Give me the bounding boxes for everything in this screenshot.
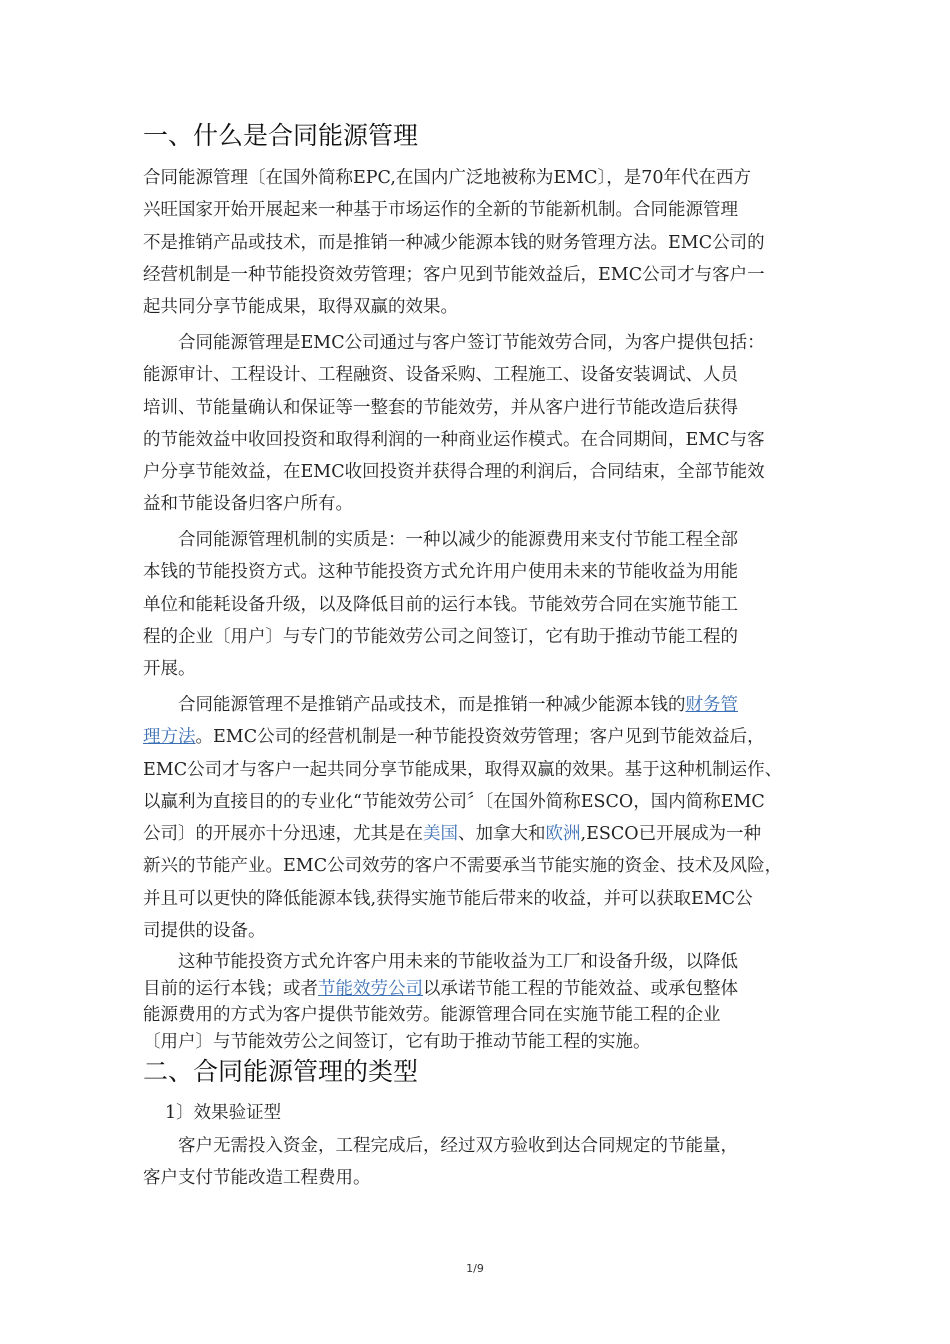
text-run: 以承诺节能工程的节能效益、或承包整体	[423, 978, 738, 999]
link-energy-service-company[interactable]: 节能效劳公司	[318, 978, 423, 999]
text-line: 开展。	[143, 659, 196, 680]
text-line	[143, 721, 815, 753]
text-line: 不是推销产品或技术，而是推销一种减少能源本钱的财务管理方法。EMC公司的	[143, 232, 765, 253]
text-line: 并且可以更快的降低能源本钱,获得实施节能后带来的收益，并可以获取EMC公	[143, 888, 753, 909]
text-line: 新兴的节能产业。EMC公司效劳的客户不需要承当节能实施的资金、技术及风险，	[143, 856, 783, 877]
paragraph-1	[143, 162, 815, 323]
text-line: 以赢利为直接目的的专业化“节能效劳公司〞〔在国外简称ESCO，国内简称EMC	[143, 791, 765, 812]
text-line: 这种节能投资方式允许客户用未来的节能收益为工厂和设备升级，以降低	[178, 952, 738, 972]
text-run: 合同能源管理不是推销产品或技术，而是推销一种减少能源本钱的	[178, 695, 686, 715]
text-run: 目前的运行本钱；或者	[143, 978, 318, 999]
text-line: 能源审计、工程设计、工程融资、设备采购、工程施工、设备安装调试、人员	[143, 365, 738, 386]
text-run: 、加拿大和	[458, 824, 546, 845]
text-line: 的节能效益中收回投资和取得利润的一种商业运作模式。在合同期间，EMC与客	[143, 429, 765, 450]
text-run: 。EMC公司的经营机制是一种节能投资效劳管理；客户见到节能效益后，	[195, 727, 765, 748]
text-line: 合同能源管理机制的实质是：一种以减少的能源费用来支付节能工程全部	[178, 530, 738, 550]
text-line: 〔用户〕与节能效劳公之间签订，它有助于推动节能工程的实施。	[143, 1031, 651, 1052]
text-line: 经营机制是一种节能投资效劳管理；客户见到节能效益后，EMC公司才与客户一	[143, 264, 765, 285]
text-line	[143, 976, 815, 1003]
section-heading-2: 二、合同能源管理的类型	[143, 1057, 419, 1086]
text-line: 合同能源管理是EMC公司通过与客户签订节能效劳合同，为客户提供包括：	[178, 333, 765, 353]
subsection-label: 1〕效果验证型	[165, 1103, 282, 1123]
text-line	[143, 689, 815, 721]
text-line: EMC公司才与客户一起共同分享节能成果，取得双赢的效果。基于这种机制运作、	[143, 759, 783, 780]
text-run: ,ESCO已开展成为一种	[580, 824, 762, 845]
text-run: 公司〕的开展亦十分迅速，尤其是在	[143, 824, 423, 845]
text-line: 司提供的设备。	[143, 921, 266, 942]
text-line: 户分享节能效益，在EMC收回投资并获得合理的利润后，合同结束，全部节能效	[143, 462, 765, 483]
paragraph-2	[143, 327, 815, 521]
text-line: 能源费用的方式为客户提供节能效劳。能源管理合同在实施节能工程的企业	[143, 1005, 721, 1025]
text-line: 益和节能设备归客户所有。	[143, 494, 353, 515]
text-line: 本钱的节能投资方式。这种节能投资方式允许用户使用未来的节能收益为用能	[143, 562, 738, 583]
text-line	[143, 818, 815, 850]
paragraph-3	[143, 524, 815, 685]
text-line: 起共同分享节能成果，取得双赢的效果。	[143, 297, 458, 318]
paragraph-4	[143, 689, 815, 947]
paragraph-5	[143, 949, 815, 1055]
text-line: 培训、节能量确认和保证等一整套的节能效劳，并从客户进行节能改造后获得	[143, 397, 738, 418]
section-heading-1: 一、什么是合同能源管理	[143, 121, 419, 150]
page-number: 1/9	[466, 1262, 484, 1275]
text-line: 程的企业〔用户〕与专门的节能效劳公司之间签订，它有助于推动节能工程的	[143, 626, 738, 647]
text-line: 客户支付节能改造工程费用。	[143, 1168, 371, 1189]
link-financial-management[interactable]: 财务管	[685, 695, 738, 715]
text-line: 单位和能耗设备升级，以及降低目前的运行本钱。节能效劳合同在实施节能工	[143, 594, 738, 615]
text-line: 兴旺国家开始开展起来一种基于市场运作的全新的节能新机制。合同能源管理	[143, 200, 738, 221]
text-line: 客户无需投入资金，工程完成后，经过双方验收到达合同规定的节能量，	[178, 1136, 738, 1156]
paragraph-6	[143, 1130, 815, 1195]
link-usa[interactable]: 美国	[423, 824, 458, 845]
link-europe[interactable]: 欧洲	[545, 824, 581, 845]
link-financial-management-cont[interactable]: 理方法	[143, 727, 196, 748]
text-line: 合同能源管理〔在国外简称EPC,在国内广泛地被称为EMC〕，是70年代在西方	[143, 168, 751, 188]
